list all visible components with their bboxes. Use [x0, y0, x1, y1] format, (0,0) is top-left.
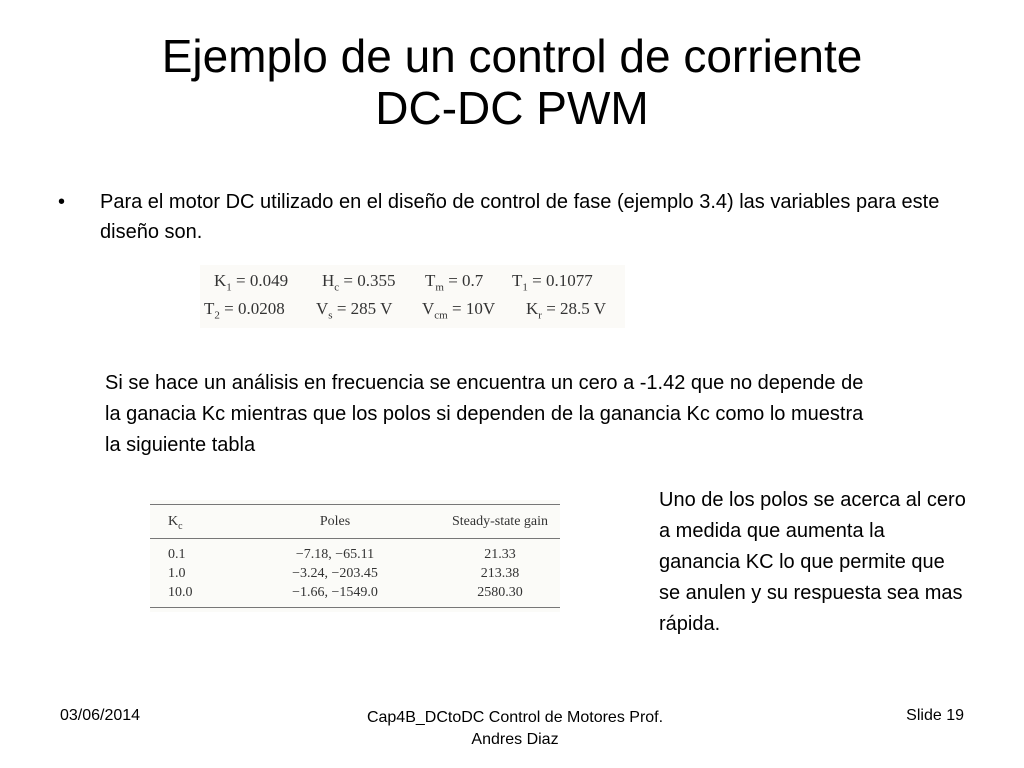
variable-k1: $K_1 = 0.049$: [214, 271, 289, 294]
analysis-paragraph: Si se hace un análisis en frecuencia se encuentra un cero a -1.42 que no depende de la ganacia Kc mientras que los polos si dependen de la ganancia Kc como lo muestra la siguiente tabla: [105, 372, 864, 456]
slide-title-line-1: Ejemplo de un control de corriente: [161, 30, 863, 82]
variable-vcm: $V_{cm} = 10V$: [422, 299, 496, 322]
slide-title-line-2: DC-DC PWM: [375, 82, 649, 134]
side-note: Uno de los polos se acerca al cero a medida que aumenta la ganancia KC lo que permite que se anulen y su respuesta sea mas rápida.: [659, 489, 966, 635]
variable-t2: $T_2 = 0.0208$: [204, 299, 285, 322]
variable-hc: $H_c = 0.355$: [322, 271, 396, 294]
variable-t1: $T_1 = 0.1077$: [512, 271, 593, 294]
table-row-2-kc: 1.0: [168, 566, 186, 581]
variable-vs: $V_s = 285$ V: [316, 299, 393, 322]
variables-equations: [200, 265, 625, 328]
variable-kr: $K_r = 28.5$ V: [526, 299, 607, 322]
table-row-3-gain: 2580.30: [477, 585, 523, 600]
table-row-2-poles: −3.24, −203.45: [292, 566, 378, 581]
footer-slide-number: Slide 19: [906, 707, 964, 724]
table-row-1-poles: −7.18, −65.11: [295, 547, 375, 562]
table-header-poles: Poles: [319, 514, 351, 529]
slide-title: [0, 30, 1024, 134]
table-row-3-kc: 10.0: [168, 585, 193, 600]
table-row-2-gain: 213.38: [480, 566, 520, 581]
table-bottom-rule: [150, 607, 560, 608]
variable-tm: $T_m = 0.7$: [425, 271, 484, 294]
poles-table: [150, 500, 560, 612]
table-row-1-gain: 21.33: [484, 547, 516, 562]
table-row-3-poles: −1.66, −1549.0: [292, 585, 378, 600]
footer-center-text: Cap4B_DCtoDC Control de Motores Prof. Andres Diaz: [366, 709, 664, 748]
footer-date: 03/06/2014: [60, 707, 141, 724]
table-header-gain: Steady-state gain: [451, 514, 549, 529]
bullet-marker: •: [58, 191, 66, 213]
table-header-kc: $K_c$: [168, 514, 183, 532]
table-row-1-kc: 0.1: [168, 547, 186, 562]
table-header-rule: [150, 538, 560, 539]
table-top-rule: [150, 504, 560, 505]
bullet-text: Para el motor DC utilizado en el diseño de control de fase (ejemplo 3.4) las variables para este diseño son.: [100, 191, 940, 243]
